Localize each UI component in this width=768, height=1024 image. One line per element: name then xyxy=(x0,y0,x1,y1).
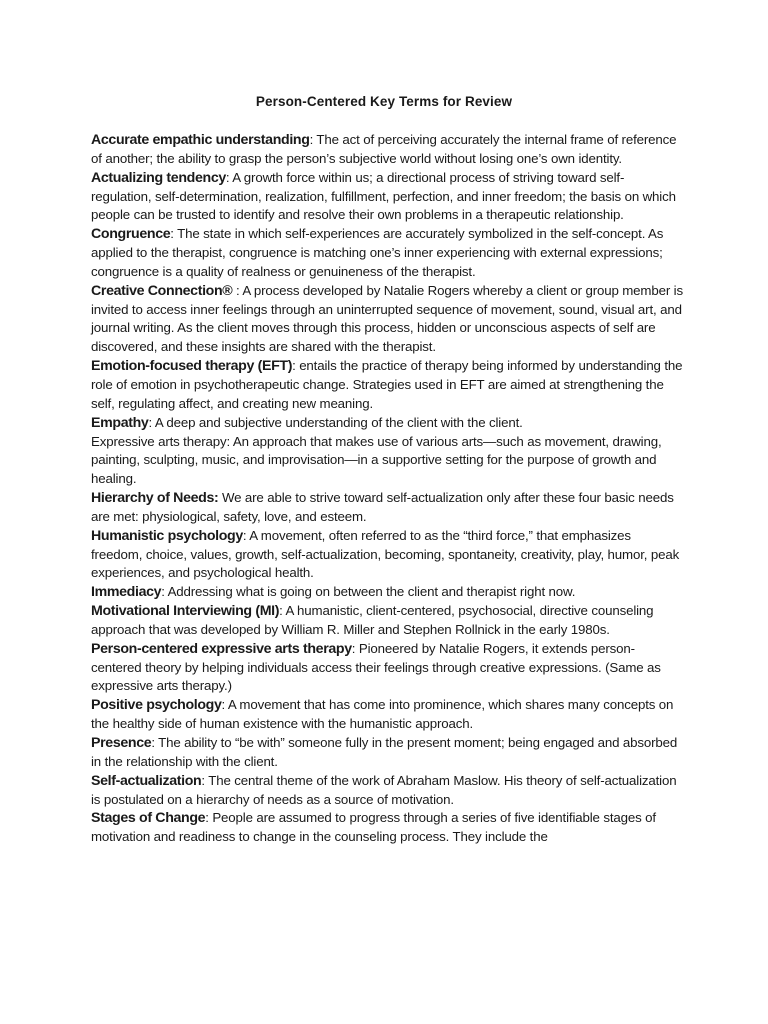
glossary-term: Hierarchy of Needs: xyxy=(91,490,219,507)
term-separator: : xyxy=(309,132,317,147)
glossary-entry xyxy=(91,527,683,584)
glossary-entry xyxy=(91,734,683,772)
glossary-definition: A deep and subjective understanding of the client with the client. xyxy=(154,414,523,430)
glossary-term: Immediacy xyxy=(91,584,162,601)
glossary-definition: entails the practice of therapy being informed by understanding the role of emotion in psychotherapeutic change. Strategies used in EFT are aimed at strengthening the self, regulating affect, and creating new meaning. xyxy=(91,358,683,411)
glossary-term: Expressive arts therapy xyxy=(91,433,227,449)
term-separator: : xyxy=(242,527,250,543)
glossary-entry xyxy=(91,225,683,282)
term-separator: : xyxy=(292,358,300,374)
glossary-entry xyxy=(91,414,683,433)
glossary-entry xyxy=(91,583,683,602)
glossary-definition: A movement that has come into prominence, which shares many concepts on the healthy side of human existence with the humanistic approach. xyxy=(91,697,674,732)
glossary-entry xyxy=(91,282,683,357)
term-separator: : xyxy=(279,603,286,619)
glossary-term: Creative Connection® xyxy=(91,282,233,299)
glossary-definition: The ability to “be with” someone fully in the present moment; being engaged and absorbed in the relationship with the client. xyxy=(91,735,678,769)
glossary-definition: The state in which self-experiences are accurately symbolized in the self-concept. As applied to the therapist, congruence is matching one’s inner experiencing with external expressions; congruence is a quality of realness or genuineness of the therapist. xyxy=(91,226,664,279)
glossary-definition: People are assumed to progress through a series of five identifiable stages of motivation and readiness to change in the counseling process. They include the xyxy=(91,810,656,845)
glossary-entry xyxy=(91,131,683,169)
glossary-entry xyxy=(91,433,683,490)
glossary-term: Emotion-focused therapy (EFT) xyxy=(91,358,293,375)
glossary-definition: We are able to strive toward self-actualization only after these four basic needs are met: physiological, safety, love, and esteem. xyxy=(91,490,674,524)
term-separator: : xyxy=(201,772,209,788)
glossary-definition: A growth force within us; a directional process of striving toward self-regulation, self-determination, realization, fulfillment, perfection, and inner freedom; the basis on which people can be trusted to identify and resolve their own problems in a therapeutic relationship. xyxy=(91,169,676,223)
glossary-term: Congruence xyxy=(91,226,171,243)
term-separator: : xyxy=(170,226,178,242)
glossary-entry xyxy=(91,489,683,527)
glossary-definition: An approach that makes use of various arts—such as movement, drawing, painting, sculpting, music, and improvisation—in a supportive setting for the purpose of growth and healing. xyxy=(91,433,662,487)
term-separator: : xyxy=(232,282,243,298)
glossary-term: Presence xyxy=(91,735,152,751)
glossary-term: Positive psychology xyxy=(91,697,222,714)
glossary-term: Person-centered expressive arts therapy xyxy=(91,640,352,657)
term-separator: : xyxy=(351,640,359,656)
glossary-definition: Addressing what is going on between the client and therapist right now. xyxy=(167,584,576,600)
term-separator: : xyxy=(148,414,155,430)
glossary-entry xyxy=(91,640,683,697)
glossary-term: Accurate empathic understanding xyxy=(91,132,310,148)
term-separator: : xyxy=(225,169,233,185)
glossary-term: Empathy xyxy=(91,414,149,431)
term-separator: : xyxy=(161,584,168,600)
glossary-definition: The central theme of the work of Abraham Maslow. His theory of self-actualization is postulated on a hierarchy of needs as a source of motivation. xyxy=(91,772,677,807)
term-separator: : xyxy=(226,433,233,449)
glossary-definition: A humanistic, client-centered, psychosocial, directive counseling approach that was developed by William R. Miller and Stephen Rollnick in the early 1980s. xyxy=(91,603,654,637)
glossary-definition: Pioneered by Natalie Rogers, it extends person-centered theory by helping individuals access their feelings through creative expressions. (Same as expressive arts therapy.) xyxy=(91,640,661,694)
glossary-term: Stages of Change xyxy=(91,810,206,827)
glossary-entry xyxy=(91,357,683,414)
glossary-definition: A movement, often referred to as the “third force,” that emphasizes freedom, choice, values, growth, self-actualization, becoming, spontaneity, creativity, play, humor, peak experiences, and psychological health. xyxy=(91,527,680,581)
glossary-definition: The act of perceiving accurately the internal frame of reference of another; the ability to grasp the person’s subjective world without losing one’s own identity. xyxy=(91,132,677,166)
term-separator: : xyxy=(151,735,159,750)
glossary-entry xyxy=(91,602,683,640)
glossary-entry xyxy=(91,772,683,810)
glossary-entry xyxy=(91,696,683,734)
term-separator: : xyxy=(221,697,228,713)
glossary-definition: A process developed by Natalie Rogers whereby a client or group member is invited to access inner feelings through an uninterrupted sequence of movement, sound, visual art, and journal writing. As the client moves through this process, hidden or unconscious aspects of self are discovered, and these insights are shared with the therapist. xyxy=(91,282,683,355)
glossary-term: Actualizing tendency xyxy=(91,169,226,186)
document-title: Person-Centered Key Terms for Review xyxy=(255,94,513,109)
glossary-term: Humanistic psychology xyxy=(91,527,243,544)
glossary-term: Self-actualization xyxy=(91,772,202,789)
glossary-list xyxy=(91,131,683,847)
glossary-term: Motivational Interviewing (MI) xyxy=(91,603,280,620)
term-separator: : xyxy=(205,810,213,826)
glossary-entry xyxy=(91,169,683,226)
glossary-entry xyxy=(91,809,683,847)
